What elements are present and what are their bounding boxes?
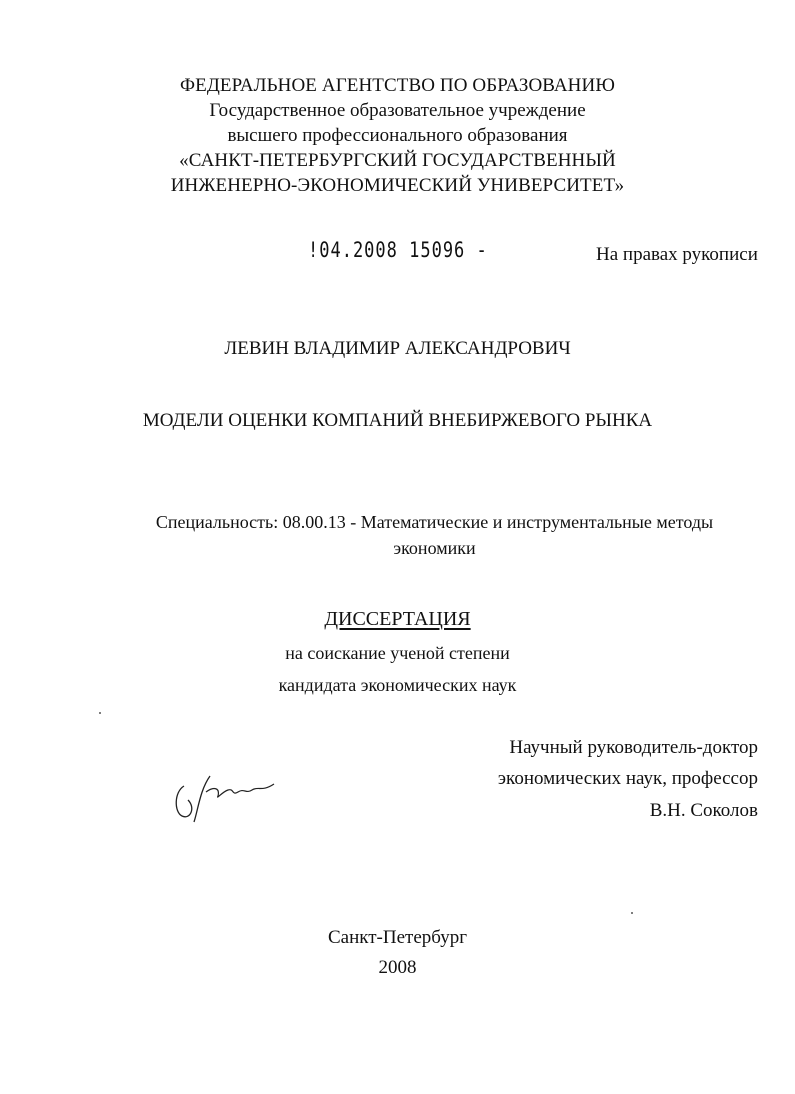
supervisor-degree: экономических наук, профессор — [497, 768, 758, 789]
specialty-block — [0, 509, 795, 561]
supervisor-title: Научный руководитель-доктор — [509, 737, 758, 758]
institution-type: Государственное образовательное учреждение — [209, 100, 586, 121]
specialty-line1: Специальность: 08.00.13 - Математические и инструментальные методы — [155, 512, 714, 532]
degree-line2: кандидата экономических наук — [278, 675, 517, 695]
supervisor-name: В.Н. Соколов — [649, 800, 758, 821]
university-name-line1: «САНКТ-ПЕТЕРБУРГСКИЙ ГОСУДАРСТВЕННЫЙ — [179, 150, 616, 171]
author-signature — [170, 770, 290, 830]
rights-note: На правах рукописи — [596, 244, 758, 265]
agency-name: ФЕДЕРАЛЬНОЕ АГЕНТСТВО ПО ОБРАЗОВАНИЮ — [180, 75, 615, 96]
dissertation-title: МОДЕЛИ ОЦЕНКИ КОМПАНИЙ ВНЕБИРЖЕВОГО РЫНКА — [142, 410, 653, 431]
degree-line1: на соискание ученой степени — [285, 643, 510, 663]
dissertation-heading: ДИССЕРТАЦИЯ — [324, 608, 471, 630]
author-name: ЛЕВИН ВЛАДИМИР АЛЕКСАНДРОВИЧ — [224, 338, 571, 359]
institution-level: высшего профессионального образования — [227, 125, 568, 146]
specialty-line2: экономики — [393, 538, 476, 558]
scan-speck — [631, 912, 633, 914]
city: Санкт-Петербург — [327, 927, 467, 948]
scan-speck — [99, 712, 101, 714]
year: 2008 — [378, 957, 417, 978]
university-name-line2: ИНЖЕНЕРНО-ЭКОНОМИЧЕСКИЙ УНИВЕРСИТЕТ» — [170, 175, 625, 196]
registration-stamp: !04.2008 15096 - — [308, 238, 488, 263]
